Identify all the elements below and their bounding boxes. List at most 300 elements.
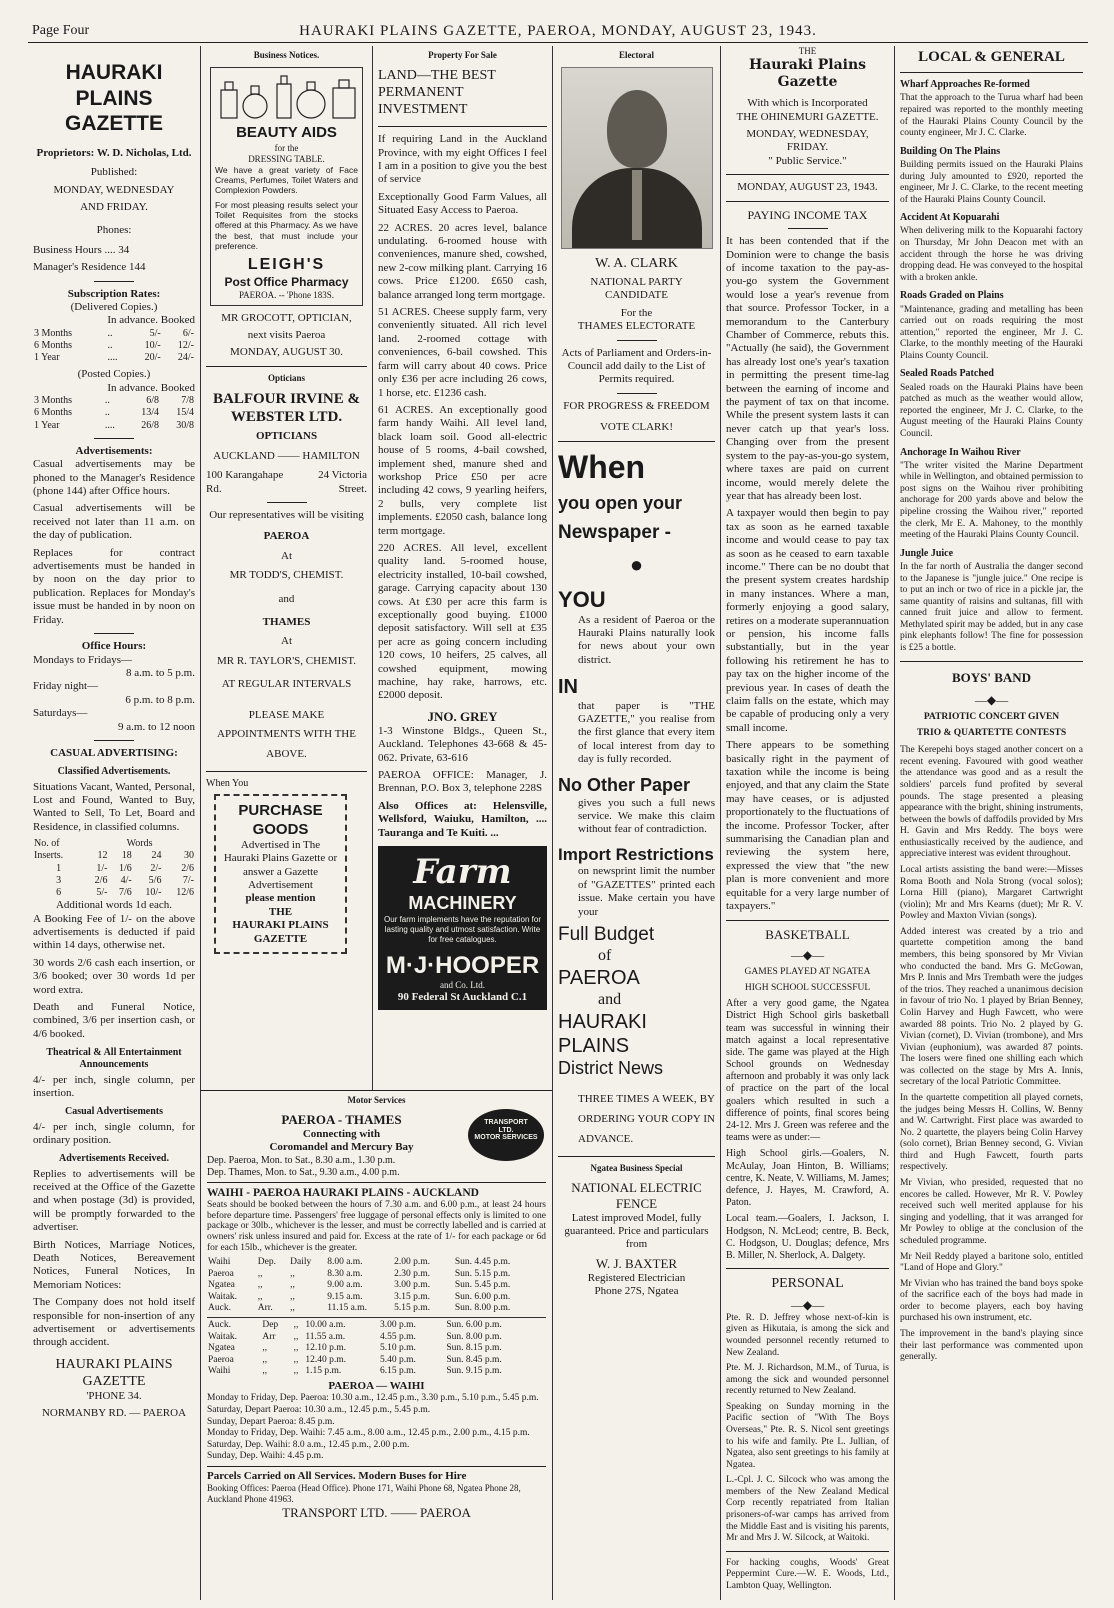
- word-rate-header-cell: 12: [97, 850, 108, 862]
- classified-paragraph: Situations Vacant, Wanted, Personal, Lost and Found, Wanted to Buy, Wanted to Sell, To Let, Board and Residence, in classified columns.: [33, 780, 195, 833]
- rate-row-cell: 3 Months: [34, 395, 73, 407]
- item-wharf-title: Wharf Approaches Re-formed: [900, 79, 1030, 91]
- word-rate-row: [33, 887, 195, 899]
- word-rate-row-cell: 4/-: [120, 874, 132, 886]
- when-headline: When: [558, 448, 646, 485]
- divider: [207, 1182, 546, 1183]
- rate-row: [33, 340, 195, 352]
- booking-fee: A Booking Fee of 1/- on the above advertisements is deducted if paid within 14 days, otherwise net.: [33, 912, 195, 952]
- timetable-row-cell: ,,: [293, 1354, 299, 1365]
- badge-line-3: MOTOR SERVICES: [474, 1134, 538, 1142]
- and-label: and: [278, 592, 295, 605]
- word-rate-row-cell: 10/-: [145, 886, 162, 898]
- published-days-2: AND FRIDAY.: [80, 201, 148, 214]
- item-wharf-text: That the approach to the Turua wharf had been repaired was reported to the monthly meeting of the Hauraki Plains County Council by the county engineer, Mr J. C. Clarke.: [900, 93, 1083, 139]
- acts-paragraph: Acts of Parliament and Orders-in-Council add daily to the List of Permits required.: [561, 346, 712, 386]
- rate-row-cell: ....: [107, 352, 118, 364]
- arrow-divider-icon-2: —◆—: [790, 1298, 825, 1313]
- timetable-row-cell: Paeroa: [208, 1354, 234, 1365]
- timetable-row: [207, 1355, 546, 1367]
- motor-kicker: Motor Services: [347, 1095, 406, 1105]
- auckland-hamilton: AUCKLAND —— HAMILTON: [213, 449, 360, 462]
- paper-title-line1: HAURAKI PLAINS: [65, 61, 163, 110]
- timetable-row-cell: Waihi: [208, 1257, 231, 1268]
- timetable-row: [207, 1303, 546, 1315]
- personal-paragraph-3: Speaking on Sunday morning in the Pacific section of "With The Boys Overseas," Pte. R. S. Nicol sent greetings to his wife and family. Pte L. Jullian, of Ngatea, also sent greetings to his family at Ngatea.: [726, 1401, 889, 1470]
- beauty-aids-title: BEAUTY AIDS: [236, 124, 337, 142]
- divider: [94, 633, 134, 634]
- divider: [94, 740, 134, 741]
- divider: [788, 228, 828, 229]
- no-other-paper: No Other Paper: [558, 774, 691, 795]
- timetable-row-cell: Sun. 6.00 p.m.: [454, 1291, 511, 1302]
- item-accident-title: Accident At Kopuarahi: [900, 212, 1000, 224]
- timetable-row-cell: ,,: [257, 1268, 263, 1279]
- item-building-title: Building On The Plains: [900, 145, 1001, 157]
- timetable-row-cell: 3.00 p.m.: [394, 1280, 431, 1291]
- divider: [94, 438, 134, 439]
- timetable-row-cell: 8.30 a.m.: [327, 1268, 363, 1279]
- delivered-label: (Delivered Copies.): [70, 301, 158, 314]
- word-rate-row-cell: 5/6: [148, 874, 162, 886]
- listing-22-acres: 22 ACRES. 20 acres level, balance undulating. 6-roomed house with conveniences, manure shed, cowshed, new 2-cow milking plant. Carrying 16 cows. Price £1200. £650 cash, balance arranged long term mortgage.: [378, 221, 547, 301]
- basketball-sub: GAMES PLAYED AT NGATEA: [744, 966, 871, 977]
- word-rate-header-cell: 30: [184, 850, 194, 862]
- word-rate-row-cell: 1/6: [118, 862, 132, 874]
- paeroa-thames: PAEROA - THAMES: [281, 1111, 402, 1127]
- connecting-with: Connecting with: [302, 1127, 381, 1140]
- tax-paragraph-2: A taxpayer would then begin to pay tax as soon as he earned taxable income and would cease to pay tax as soon as he ceased to earn taxable income." There can be no doubt that the present system creates hardship in many instances. Where a man, formerly enjoying a good salary, retires on a moderate superannuation or pension, his income falls substantially, but in the year following his retirement he has to pay tax on the higher income of the previous year. In cases of death the claim falls on the estate, which may be capable of producing only a very small income.: [726, 507, 889, 734]
- timetable-row-cell: Sun. 5.45 p.m.: [454, 1280, 511, 1291]
- timetable-row-cell: 3.00 p.m.: [380, 1320, 416, 1331]
- bottles-illustration: [215, 72, 365, 120]
- listing-220-acres: 220 ACRES. All level, excellent quality land. 5-roomed house, electricity installed, 10-bail cowshed, garage. Carrying capacity about 130 cows. At £30 per acre this farm is exceptionally good buying. £1000 deposit satisfactory. Will sell at £35 per acre as going concern including 120 cows, 10 heifers, 25 calves, all cowshed equipment, mowing machine, hay rake, harrows, etc. £2000 deposit.: [378, 541, 547, 702]
- timetable-row-cell: 11.55 a.m.: [305, 1331, 346, 1342]
- boys-band-head: BOYS' BAND: [951, 669, 1032, 685]
- purchase-goods-ad: [214, 794, 347, 954]
- rate-row-cell: 6 Months: [34, 407, 73, 419]
- footer-title-2: GAZETTE: [82, 1373, 146, 1389]
- timetable-row-cell: Arr: [262, 1331, 276, 1342]
- baxter-phone: Phone 27S, Ngatea: [594, 1284, 679, 1297]
- when-you: When You: [206, 778, 249, 790]
- office-hours-2-time: 6 p.m. to 8 p.m.: [125, 693, 195, 706]
- word-rate-header-cell: 24: [151, 850, 162, 862]
- purchase-goods-title: PURCHASE GOODS: [238, 802, 323, 838]
- tax-paragraph-3: There appears to be something basically right in the payment of taxation while the income is being enjoyed, and that any claim the State may have ceases, or is adjusted proportionately to the fluctuations of the income. Professor Tocker, after summarising the Canadian plan and reviewing the system here, expressed the view that "the new plan is more convenient and more equitable for a very large number of taxpayers.": [726, 739, 889, 913]
- word-rate-row-cell: 5/-: [96, 886, 108, 898]
- district-news: District News: [558, 1058, 664, 1079]
- arrow-divider-icon-3: —◆—: [974, 693, 1009, 708]
- personal-head: PERSONAL: [771, 1276, 844, 1292]
- word-rate-row-cell: 7/-: [182, 874, 194, 886]
- import-restrictions: Import Restrictions: [558, 844, 714, 864]
- timetable-row-cell: Ngatea: [208, 1280, 235, 1291]
- divider: [206, 771, 367, 772]
- band-paragraph-4: In the quartette competition all played cornets, the judges being Messrs H. Collins, W. Benny and W. Cartwright. First place was awarded to No. 2 quartette, the players being Colin Harvey (solo cornet), Brian Benney second, G. Vivian third and Hugh Fawcett, fourth parts respectively.: [900, 1092, 1083, 1173]
- beauty-paragraph-1: We have a great variety of Face Creams, Perfumes, Toilet Waters and Complexion Powders.: [215, 164, 358, 196]
- pw-line-4: Monday to Friday, Dep. Waihi: 7.45 a.m., 8.00 a.m., 12.45 p.m., 2.00 p.m., 4.15 p.m.: [207, 1428, 530, 1439]
- pw-line-3: Sunday, Depart Paeroa: 8.45 p.m.: [207, 1416, 335, 1427]
- casual-advertising-title: CASUAL ADVERTISING:: [50, 746, 178, 759]
- opticians-kicker: Opticians: [267, 372, 305, 383]
- phone-manager: Manager's Residence 144: [33, 261, 146, 274]
- band-paragraph-2: Local artists assisting the band were:—Misses Roma Booth and Nola Strong (vocal solos); Lorna Hill (piano), Margaret Cartwright (violin); Mr and Mrs Kearns (duet); Mr R. V. Powley and Maxton Vivian (songs).: [900, 865, 1083, 922]
- timetable-row-cell: 8.00 a.m.: [327, 1257, 363, 1268]
- item-building-text: Building permits issued on the Hauraki Plains during July amounted to £920, reported the engineer, Mr J. C. Clarke, to the recent meeting of the Hauraki Plains County Council.: [900, 159, 1083, 205]
- office-hours-3-time: 9 a.m. to 12 noon: [118, 720, 195, 733]
- basketball-sub-2: HIGH SCHOOL SUCCESSFUL: [744, 982, 871, 993]
- hooper-company: and Co. Ltd.: [440, 979, 485, 990]
- office-hours-1-time: 8 a.m. to 5 p.m.: [125, 666, 195, 679]
- timetable-row: [207, 1257, 546, 1269]
- item-sealed-title: Sealed Roads Patched: [900, 368, 994, 380]
- word-rates-table: [33, 838, 195, 899]
- delivered-rates-table: [33, 328, 195, 365]
- divider: [94, 281, 134, 282]
- timetable-inbound: [207, 1320, 546, 1378]
- booking-conditions: Seats should be booked between the hours of 7.30 a.m. and 6.00 p.m., at least 24 hours before departure time. Passengers' free luggage of personal effects only is limited to one package or 30lb., whichever is the lesser, and must be correctly labelled and is carried at owners' risk unless insured and paid for. Excess at the rate of 1/- for each package or 6d for each 15lb., whichever is the greater.: [207, 1200, 546, 1253]
- gazette-paragraph: that paper is "THE GAZETTE," you realise from the first glance that every item of local interest from day to day is fully recorded.: [578, 699, 715, 766]
- rate-row-cell: 6/8: [146, 395, 159, 407]
- transport-ltd: TRANSPORT LTD. —— PAEROA: [282, 1505, 471, 1521]
- timetable-row-cell: Arr.: [257, 1303, 273, 1314]
- timetable-row-cell: 2.00 p.m.: [394, 1257, 431, 1268]
- timetable-row-cell: ,,: [293, 1366, 299, 1377]
- rate-row-cell: ..: [107, 327, 113, 339]
- timetable-row-cell: Sun. 8.45 p.m.: [446, 1354, 502, 1365]
- timetable-row: [207, 1280, 546, 1292]
- masthead-line: HAURAKI PLAINS GAZETTE, PAEROA, MONDAY, AUGUST 23, 1943.: [299, 23, 817, 39]
- rate-row-cell: ..: [107, 340, 113, 352]
- item-sealed-text: Sealed roads on the Hauraki Plains have been patched as much as the weather would allow, reported the engineer, Mr J. C. Clarke, to the August meeting of the Hauraki Plains County Council.: [900, 382, 1083, 439]
- machinery-title: MACHINERY: [408, 893, 517, 914]
- rate-row-cell: 30/8: [176, 419, 194, 431]
- band-paragraph-8: The improvement in the band's playing since their last performance was commented upon generally.: [900, 1328, 1083, 1363]
- word-rate-row-cell: 7/6: [118, 886, 132, 898]
- timetable-row-cell: Daily: [290, 1257, 312, 1268]
- timetable-row-cell: ,,: [290, 1291, 295, 1302]
- latest-model: Latest improved Model, fully guaranteed. Price and particulars from: [564, 1211, 709, 1251]
- timetable-row-cell: 5.10 p.m.: [380, 1343, 416, 1354]
- listing-61-acres: 61 ACRES. An exceptionally good farm handy Waihi. All level land, black loam soil. Good all-electric house of 5 rooms, 4-bail cowshed, implement shed, manure shed and workshop Price £50 per acre including 42 cows, 9 yearling heifers, 2 bulls, very complete list implements. £2050 cash, balance long term mortgage.: [378, 403, 547, 537]
- timetable-row-cell: Sun. 8.00 p.m.: [454, 1303, 511, 1314]
- ohinemuri-gazette: THE OHINEMURI GAZETTE.: [736, 110, 879, 123]
- rate-row-cell: ..: [104, 407, 110, 419]
- motor-services-ad: [200, 1090, 552, 1600]
- timetable-outbound: [207, 1257, 546, 1315]
- divider: [207, 1466, 546, 1467]
- casual-ads-paragraph: 4/- per inch, single column, for ordinary position.: [33, 1120, 195, 1146]
- local-general-head: LOCAL & GENERAL: [918, 49, 1065, 65]
- divider: [900, 72, 1083, 73]
- three-times: THREE TIMES A WEEK, BY ORDERING YOUR COPY IN ADVANCE.: [578, 1093, 715, 1146]
- income-tax-head: PAYING INCOME TAX: [747, 207, 868, 222]
- thames-electorate: THAMES ELECTORATE: [577, 320, 696, 333]
- casual-ads-title: Casual Advertisements: [64, 1106, 164, 1118]
- published-days: MONDAY, WEDNESDAY: [53, 183, 175, 196]
- the-label: THE: [798, 46, 817, 56]
- timetable-row-cell: 5.15 p.m.: [394, 1303, 431, 1314]
- farm-title: Farm: [413, 851, 512, 892]
- posted-rates-table: [33, 395, 195, 432]
- purchase-goods-text: Advertised in The Hauraki Plains Gazette or answer a Gazette Advertisement: [223, 838, 338, 892]
- candidate-name: W. A. CLARK: [595, 255, 678, 271]
- timetable-row-cell: 12.40 p.m.: [305, 1354, 347, 1365]
- rate-row-cell: 6/-: [182, 327, 194, 339]
- footer-phone: 'PHONE 34.: [86, 1389, 142, 1402]
- proprietors: Proprietors: W. D. Nicholas, Ltd.: [36, 146, 192, 159]
- publication-days: MONDAY, WEDNESDAY, FRIDAY.: [746, 127, 869, 154]
- make-appointments: PLEASE MAKE APPOINTMENTS WITH THE ABOVE.: [217, 708, 356, 761]
- company-paragraph: The Company does not hold itself responsible for non-insertion of any advertisement or advertisements through accident.: [33, 1296, 195, 1349]
- optician-addresses: [206, 469, 367, 496]
- rate-row-cell: 12/-: [177, 340, 194, 352]
- basketball-paragraph-1: After a very good game, the Ngatea District High School girls basketball team was successful in winning their match against a local representative side. The game was played at the High School grounds on Wednesday afternoon and probably it was only lack of practice on the part of the local goalers which resulted in such a difference of points, final scores being 24-12. Mrs J. Green was referee and the teams were as under:—: [726, 998, 889, 1144]
- timetable-row-cell: ,,: [293, 1331, 299, 1342]
- divider: [558, 441, 715, 442]
- thirty-words: 30 words 2/6 cash each insertion, or 3/6 booked; over 30 words 1d per word extra.: [33, 956, 195, 996]
- thames-label: THAMES: [262, 616, 311, 629]
- progress-freedom: FOR PROGRESS & FREEDOM: [563, 399, 710, 412]
- word-rate-row-cell: 2/-: [150, 862, 162, 874]
- basketball-paragraph-3: Local team.—Goalers, I. Jackson, I. Hodgson, N. McLeod; centre, B. Beck, C. Hodgson, U. Douglas; defence, Mrs B. Miller, N. Sherlock, A. Dalgety.: [726, 1213, 889, 1261]
- taylors-chemist: MR R. TAYLOR'S, CHEMIST.: [216, 654, 357, 667]
- column-4: [552, 46, 720, 1600]
- divider: [726, 920, 889, 921]
- classified-title: Classified Advertisements.: [57, 766, 171, 778]
- farm-ad-text: Our farm implements have the reputation for lasting quality and utmost satisfaction. Write for free catalogues.: [384, 915, 541, 944]
- timetable-row-cell: 2.30 p.m.: [394, 1268, 431, 1279]
- phones-label: Phones:: [96, 224, 132, 237]
- registered-electrician: Registered Electrician: [587, 1271, 686, 1284]
- timetable-row-cell: ,,: [262, 1343, 268, 1354]
- page-header: [28, 20, 1088, 43]
- timetable-row-cell: Sun. 6.00 p.m.: [446, 1320, 502, 1331]
- column-6: [894, 46, 1088, 1600]
- rate-row-cell: 26/8: [141, 419, 159, 431]
- word-rate-row-cell: 3: [56, 874, 62, 886]
- item-jungle-text: In the far north of Australia the danger second to the Japanese is "jungle juice." One recipe is to put an inch or two of rice in a pickle jar, the same quantity of raisins and sultanas, fill with canned fruit juice and allow to ferment. Methylated spirit may be added, but in any case pink elephants follow! The fine for possession is £25 a bottle.: [900, 561, 1083, 653]
- words-label: Words: [126, 838, 153, 850]
- divider: [726, 201, 889, 202]
- timetable-row-cell: Waitak.: [208, 1331, 238, 1342]
- item-anchorage-text: "The writer visited the Marine Department while in Wellington, and obtained permission to post signs on the Waihou river prohibiting anchorage for 200 yards above and below the pipeline crossing the Waihou river," reported the clerk, Mr E. A. Mahoney, to the monthly meeting of the Hauraki Plains County Council.: [900, 460, 1083, 541]
- ngatea-kicker: Ngatea Business Special: [590, 1162, 683, 1173]
- editorial-date: MONDAY, AUGUST 23, 1943.: [737, 181, 878, 194]
- import-paragraph: on newsprint limit the number of "GAZETTES" printed each issue. Make certain you have your: [578, 865, 715, 918]
- band-sub: PATRIOTIC CONCERT GIVEN: [923, 712, 1060, 723]
- divider: [267, 502, 307, 503]
- baxter-name: W. J. BAXTER: [595, 1255, 678, 1271]
- word-rate-header-cell: Inserts.: [34, 850, 64, 862]
- pw-line-1: Monday to Friday, Dep. Paeroa: 10.30 a.m., 12.45 p.m., 3.30 p.m., 5.10 p.m., 5.45 p.m.: [207, 1393, 539, 1404]
- ads-paragraph-3: Replaces for contract advertisements must be handed in by noon on the day prior to publication. Replaces for Monday's issue must be handed in by noon on Friday.: [33, 546, 195, 626]
- timetable-row-cell: 12.10 p.m.: [305, 1343, 347, 1354]
- timetable-row-cell: 3.15 p.m.: [394, 1291, 431, 1302]
- timetable-row-cell: Dep: [262, 1320, 279, 1331]
- for-the: For the: [620, 306, 653, 319]
- timetable-row-cell: ,,: [262, 1354, 268, 1365]
- received-title: Advertisements Received.: [59, 1153, 169, 1165]
- paeroa-headline: PAEROA: [558, 966, 640, 989]
- and-headline: and: [598, 991, 622, 1009]
- hauraki-plains-gazette: HAURAKI PLAINS GAZETTE: [232, 919, 329, 945]
- rate-row-cell: ..: [104, 395, 110, 407]
- badge-line-1: TRANSPORT: [484, 1119, 528, 1126]
- rate-row-cell: 24/-: [177, 352, 194, 364]
- timetable-row-cell: Sun. 4.45 p.m.: [454, 1257, 511, 1268]
- visit-date: MONDAY, AUGUST 30.: [230, 346, 343, 359]
- rate-row: [33, 407, 195, 419]
- births-paragraph: Birth Notices, Marriage Notices, Death Notices, Bereavement Notices, Funeral Notices, In Memoriam Notices:: [33, 1238, 195, 1291]
- rate-row-cell: 15/4: [176, 407, 194, 419]
- divider: [206, 366, 367, 367]
- land-headline: LAND—THE BEST PERMANENT INVESTMENT: [378, 67, 496, 118]
- arrow-divider-icon: —◆—: [790, 948, 825, 963]
- paeroa-waihi: PAEROA — WAIHI: [328, 1379, 425, 1392]
- beauty-for: for the: [274, 142, 299, 153]
- posted-label: (Posted Copies.): [77, 368, 151, 381]
- address-hamilton: 24 Victoria Street.: [318, 469, 367, 495]
- rate-row: [33, 328, 195, 340]
- leighs-logo: LEIGH'S: [247, 256, 326, 274]
- timetable-row-cell: 11.15 a.m.: [327, 1303, 367, 1314]
- of-label: of: [598, 947, 612, 965]
- timetable-row: [207, 1343, 546, 1355]
- divider: [726, 174, 889, 175]
- gives-paragraph: gives you such a full news service. We make this claim without fear of contradiction.: [578, 796, 715, 836]
- candidate-portrait: [561, 67, 713, 249]
- timetable-row-cell: ,,: [290, 1280, 295, 1291]
- timetable-row-cell: 4.55 p.m.: [380, 1331, 416, 1342]
- timetable-row-cell: Auck.: [208, 1303, 231, 1314]
- basketball-paragraph-2: High School girls.—Goalers, N. McAulay, Joan Hinton, B. Williams; centre, K. Neate, V. Williams, M. James; defence, J. Hayes, M. Crawford, A. Paton.: [726, 1148, 889, 1209]
- band-paragraph-7: Mr Vivian who has trained the band boys spoke of the sacrifice each of the boys had made in order to become players, each boy having purchased his own instrument, etc.: [900, 1278, 1083, 1324]
- timetable-row-cell: Ngatea: [208, 1343, 235, 1354]
- timetable-row-cell: Sun. 8.00 p.m.: [446, 1331, 502, 1342]
- rate-row-cell: 6 Months: [34, 340, 73, 352]
- item-jungle-title: Jungle Juice: [900, 547, 954, 559]
- subscription-title: Subscription Rates:: [67, 287, 161, 300]
- timetable-row-cell: ,,: [293, 1320, 299, 1331]
- word-rate-row-cell: 2/6: [94, 874, 108, 886]
- beauty-paragraph-2: For most pleasing results select your Toilet Requisites from the stocks offered at this Pharmacy. As we have the best, that must include your preference.: [215, 199, 358, 252]
- timetable-row-cell: ,,: [293, 1343, 299, 1354]
- band-paragraph-3: Added interest was created by a trio and quartette competition among the band members, this being sponsored by Mr Vivian who conducted the band. Mrs G. McGowan, Mrs P. Innis and Mrs Trembath were the judges of the trios. They reached a unanimous decision in favour of trio No. 1 played by Brian Benney, Colin Harvey and Hugh Fawcett, who were awarded 88 points. Trio No. 2 played by G. Vivian (cornet), D. Vivian (trombone), and Mrs Vivian (euphonium), was awarded 87 points. The losers were fined one shilling each which was collected on the stage by Mrs A. Innis, secretary of the local Patriotic Committee.: [900, 926, 1083, 1088]
- pharmacy-phone: PAEROA. -- 'Phone 183S.: [238, 289, 335, 300]
- grey-address: 1-3 Winstone Bldgs., Queen St., Auckland. Telephones 43-668 & 45-062. Private, 63-616: [378, 724, 547, 764]
- rate-row-cell: 3 Months: [34, 327, 73, 339]
- cough-cure: For hacking coughs, Woods' Great Peppermint Cure.—W. E. Woods, Ltd., Lambton Quay, Wellington.: [726, 1557, 889, 1591]
- paeroa-office: PAEROA OFFICE: Manager, J. Brennan, P.O. Box 3, telephone 228S: [378, 768, 547, 795]
- post-office-pharmacy: Post Office Pharmacy: [224, 275, 349, 289]
- item-roads-text: "Maintenance, grading and metalling has been carried out on roads requiring the most attention," reported the engineer, Mr J. C. Clarke, to the monthly meeting of the Hauraki Plains County Council.: [900, 304, 1083, 361]
- property-kicker: Property For Sale: [428, 50, 497, 60]
- business-notices-kicker: Business Notices.: [253, 50, 320, 60]
- hooper-address: 90 Federal St Auckland C.1: [397, 990, 528, 1003]
- coromandel: Coromandel and Mercury Bay: [269, 1141, 414, 1154]
- open-headline: you open your: [558, 492, 683, 513]
- personal-paragraph-4: L.-Cpl. J. C. Silcock who was among the members of the New Zealand Medical Corp recently repatriated from Italian prisoners-of-war camps has arrived from the Middle East and is visiting his parents, Mr and Mrs J. W. Silcock, at Waitoki.: [726, 1475, 889, 1544]
- farm-machinery-ad: [378, 846, 547, 1010]
- office-hours-3: Saturdays—: [33, 707, 88, 720]
- tax-paragraph-1: It has been contended that if the Dominion were to change the basis of income taxation to the pay-as-you-go system the Government would lose a year's revenue from that source. Professor Tocker, in a memorandum to the Canterbury Chamber of Commerce, rebuts this. "Actually (he said), the Government has already lost one's year's taxation in permitting the present time-lag between the earning of income and the payment of tax on that income. While the present system lasts it can never catch up that year's loss. Changing over from the present system to the pay-as-you-go system, where taxes are paid on current income, would merely delete the year that has already been lost.: [726, 235, 889, 502]
- column-1: [28, 46, 200, 1600]
- word-rate-row-cell: 1: [56, 862, 62, 874]
- todds-chemist: MR TODD'S, CHEMIST.: [229, 569, 344, 582]
- timetable-row-cell: Waihi: [208, 1366, 231, 1377]
- timetable-row: [207, 1320, 546, 1332]
- pw-line-6: Sunday, Dep. Waihi: 4.45 p.m.: [207, 1451, 324, 1462]
- depart-paeroa: Dep. Paeroa, Mon. to Sat., 8.30 a.m., 1.30 p.m.: [207, 1154, 396, 1166]
- phone-business: Business Hours .... 34: [33, 243, 130, 256]
- bullet-icon: ●: [629, 551, 644, 577]
- band-paragraph-1: The Kerepehi boys staged another concert on a recent evening. Favoured with good weather the attendance was good and as a result the soldiers' parcels fund profited by several pounds. The stage presented a pleasing appearance with the bright, shining instruments, between the bowls of daffodils provided by Mrs H. Gavin and Mrs Reddy. The boys were enthusiastically received by the audience, and appreciative interest was evident throughout.: [900, 745, 1083, 860]
- timetable-row-cell: 9.00 a.m.: [327, 1280, 363, 1291]
- public-service: " Public Service.": [768, 154, 847, 167]
- word-rate-header: [33, 850, 195, 862]
- band-paragraph-6: Mr Neil Reddy played a baritone solo, entitled "Land of Hope and Glory.": [900, 1251, 1083, 1274]
- rate-row: [33, 352, 195, 364]
- at-label-2: At: [281, 635, 292, 648]
- candidate-label: CANDIDATE: [605, 289, 668, 302]
- item-roads-title: Roads Graded on Plains: [900, 290, 1004, 302]
- timetable-row-cell: Sun. 8.15 p.m.: [446, 1343, 502, 1354]
- rate-row-cell: 1 Year: [34, 352, 60, 364]
- pw-line-5: Saturday, Dep. Waihi: 8.0 a.m., 12.45 p.m., 2.00 p.m.: [207, 1439, 410, 1450]
- at-label: At: [281, 549, 292, 562]
- published-label: Published:: [90, 166, 138, 179]
- band-sub-2: TRIO & QUARTETTE CONTESTS: [916, 727, 1067, 738]
- page-number: Page Four: [32, 23, 90, 38]
- opticians-label: OPTICIANS: [255, 430, 318, 443]
- personal-paragraph-1: Pte. R. D. Jeffrey whose next-of-kin is given as Hikutaia, is among the sick and wounded personnel recently returned to New Zealand.: [726, 1312, 889, 1358]
- office-hours-2: Friday night—: [33, 680, 99, 693]
- timetable-row-cell: Paeroa: [208, 1268, 234, 1279]
- rate-row-cell: 1 Year: [34, 419, 60, 431]
- ads-paragraph-1: Casual advertisements may be phoned to the Manager's Residence (phone 144) after Office hours.: [33, 458, 195, 498]
- footer-address: NORMANBY RD. — PAEROA: [41, 1407, 187, 1420]
- rate-row: [33, 395, 195, 407]
- word-rate-row: [33, 875, 195, 887]
- personal-paragraph-2: Pte. M. J. Richardson, M.M., of Turua, is among the sick and wounded personnel recently returned to New Zealand.: [726, 1363, 889, 1397]
- parcels-carried: Parcels Carried on All Services. Modern Buses for Hire: [207, 1469, 467, 1482]
- vote-clark: VOTE CLARK!: [599, 421, 674, 434]
- electric-fence: NATIONAL ELECTRIC FENCE: [571, 1179, 702, 1211]
- timetable-row-cell: ,,: [257, 1291, 263, 1302]
- timetable-row: [207, 1292, 546, 1304]
- resident-paragraph: As a resident of Paeroa or the Hauraki Plains naturally look for news about your own district.: [578, 613, 715, 666]
- word-rate-row: [33, 863, 195, 875]
- balfour-irvine-webster: BALFOUR IRVINE & WEBSTER LTD.: [213, 390, 360, 426]
- advertisements-title: Advertisements:: [75, 444, 153, 457]
- regular-intervals: AT REGULAR INTERVALS: [221, 678, 352, 691]
- timetable-row-cell: ,,: [290, 1268, 295, 1279]
- timetable-row-cell: Sun. 5.15 p.m.: [454, 1268, 511, 1279]
- newspaper-headline: Newspaper -: [558, 521, 671, 543]
- beauty-aids-ad: [210, 67, 363, 306]
- rate-row-cell: 7/8: [181, 395, 194, 407]
- timetable-row-cell: Auck.: [208, 1320, 231, 1331]
- theatrical-paragraph: 4/- per inch, single column, per insertion.: [33, 1073, 195, 1099]
- transport-badge: [468, 1109, 544, 1161]
- divider: [726, 1268, 889, 1269]
- incorporated: With which is Incorporated: [747, 97, 868, 110]
- paper-title-line2: GAZETTE: [65, 112, 163, 136]
- received-paragraph: Replies to advertisements will be received at the Office of the Gazette and when postage (3d) is provided, will be promptly forwarded to the advertiser.: [33, 1167, 195, 1234]
- timetable-row-cell: ,,: [262, 1366, 268, 1377]
